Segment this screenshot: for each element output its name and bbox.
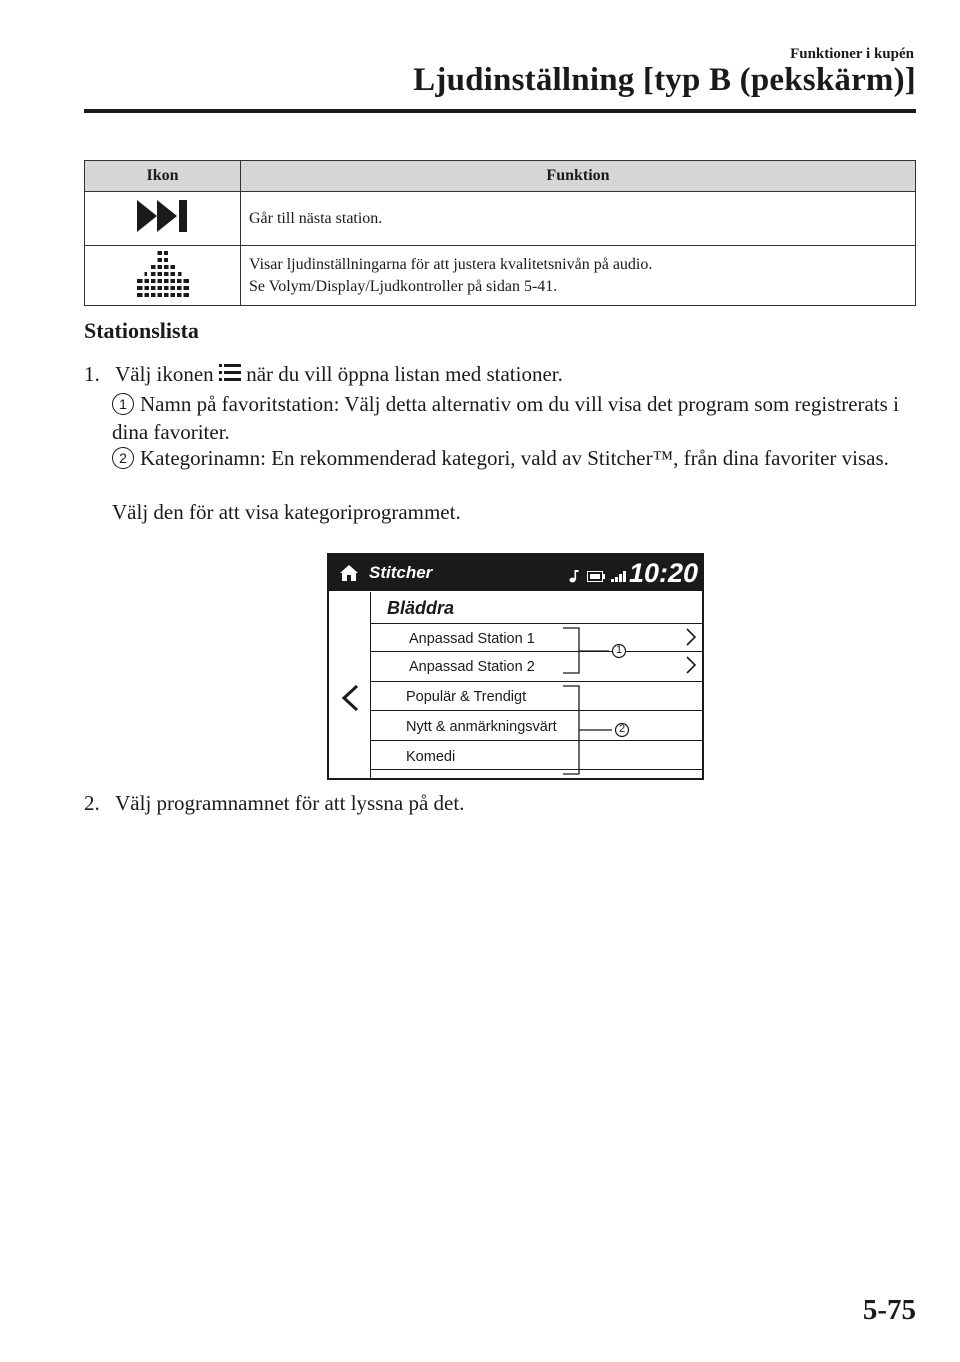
category-item[interactable]: Nytt & anmärkningsvärt <box>406 719 557 735</box>
step-text-before: Välj ikonen <box>115 362 214 386</box>
screen-heading: Bläddra <box>387 598 455 618</box>
callout-brackets <box>329 555 702 778</box>
step-text: Välj programnamnet för att lyssna på det. <box>115 791 465 815</box>
step-1 <box>84 360 563 388</box>
callout-extra-text: Välj den för att visa kategoriprogrammet. <box>112 500 461 524</box>
step-number: 1. <box>84 362 100 386</box>
table-row <box>85 246 916 306</box>
step-2 <box>84 789 464 817</box>
function-text: Visar ljudinställningarna för att justera kvalitetsnivån på audio. <box>249 255 653 273</box>
equalizer-icon <box>135 249 191 297</box>
callout-text: Namn på favoritstation: Välj detta alternativ om du vill visa det program som registrerats i dina favoriter. <box>112 392 899 444</box>
icon-cell <box>85 192 241 246</box>
column-header-icon: Ikon <box>85 161 241 192</box>
callout-text: Kategorinamn: En rekommenderad kategori, vald av Stitcher™, från dina favoriter visas. <box>140 446 889 470</box>
table-row <box>85 192 916 246</box>
step-text-after: när du vill öppna listan med stationer. <box>246 362 563 386</box>
next-track-icon <box>133 198 193 234</box>
infotainment-screen <box>327 553 704 780</box>
callout-marker-2: 2 <box>618 723 626 735</box>
page-title: Ljudinställning [typ B (pekskärm)] <box>413 62 916 98</box>
category-item[interactable]: Populär & Trendigt <box>406 689 527 705</box>
function-cell <box>241 192 916 246</box>
favorite-station-item[interactable]: Anpassad Station 2 <box>409 659 535 675</box>
callout-number: 1 <box>112 393 134 415</box>
header-rule <box>84 109 916 113</box>
table-header-row <box>85 161 916 192</box>
step-number: 2. <box>84 791 100 815</box>
section-label: Funktioner i kupén <box>790 46 914 62</box>
column-header-function: Funktion <box>241 161 916 192</box>
list-icon <box>219 364 241 382</box>
icon-cell <box>85 246 241 306</box>
category-item[interactable]: Komedi <box>406 749 456 765</box>
favorite-station-item[interactable]: Anpassad Station 1 <box>409 631 535 647</box>
callout-number: 2 <box>112 447 134 469</box>
function-text: Går till nästa station. <box>249 209 383 227</box>
section-heading: Stationslista <box>84 318 199 343</box>
function-reference: Se Volym/Display/Ljudkontroller på sidan 5-41. <box>249 277 558 295</box>
page-number: 5-75 <box>862 1294 916 1326</box>
callout-item-1 <box>112 390 902 446</box>
screen-clock: 10:20 <box>628 558 698 588</box>
callout-item-2 <box>112 444 902 472</box>
screen-app-name: Stitcher <box>369 563 433 582</box>
callout-marker-1: 1 <box>615 644 623 656</box>
function-cell <box>241 246 916 306</box>
icon-function-table <box>84 160 916 306</box>
